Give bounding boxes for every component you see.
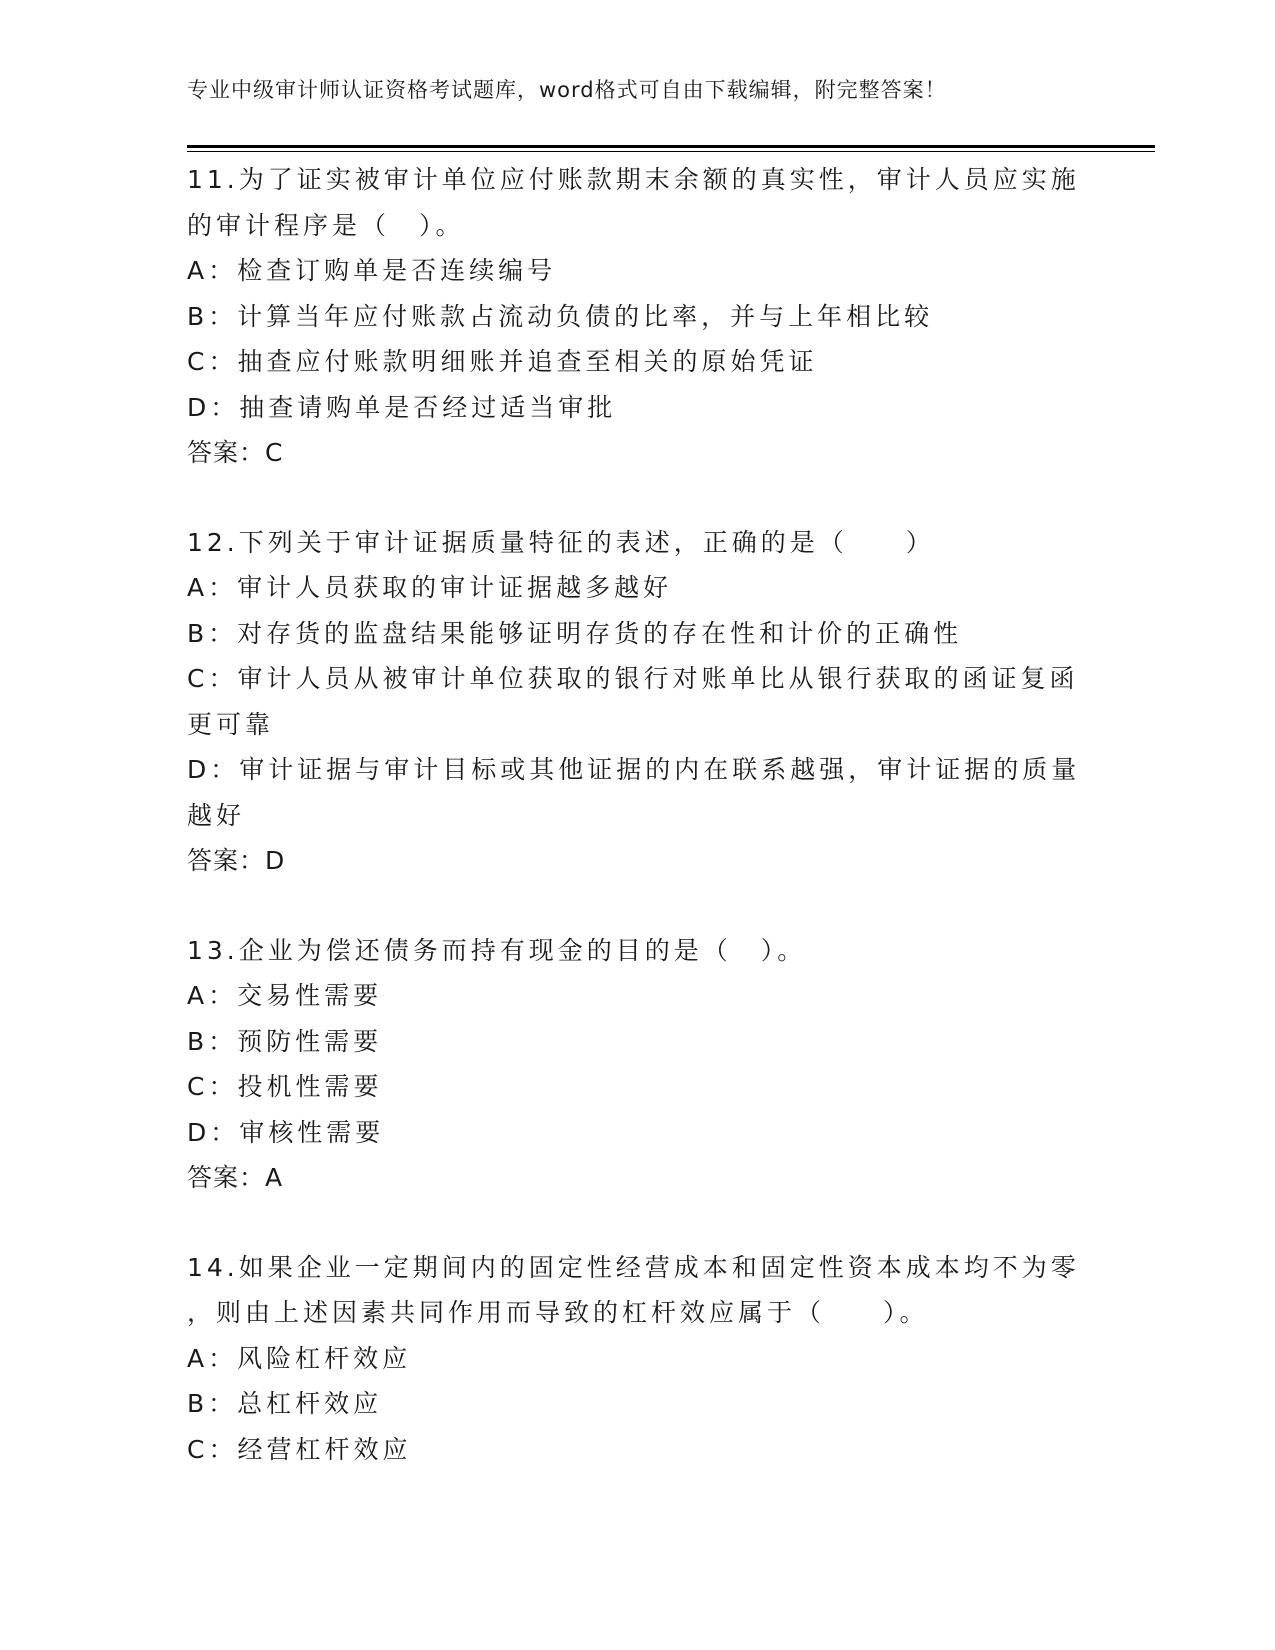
answer: 答案：A [187, 1163, 284, 1192]
option-a: A：审计人员获取的审计证据越多越好 [187, 573, 673, 602]
option-b: B：总杠杆效应 [187, 1389, 383, 1418]
option-d: D：抽查请购单是否经过适当审批 [187, 392, 617, 422]
option-d-continued: 越好 [187, 800, 246, 830]
question-11 [187, 157, 1087, 476]
option-c-continued: 更可靠 [187, 709, 275, 739]
option-b: B：对存货的监盘结果能够证明存货的存在性和计价的正确性 [187, 618, 963, 648]
option-b: B：预防性需要 [187, 1026, 383, 1056]
question-stem: 12.下列关于审计证据质量特征的表述，正确的是（ ） [187, 527, 935, 557]
question-stem: 11.为了证实被审计单位应付账款期末余额的真实性，审计人员应实施 [187, 165, 1080, 194]
question-stem: 13.企业为偿还债务而持有现金的目的是（ ）。 [187, 935, 807, 965]
question-stem: 的审计程序是（ ）。 [187, 210, 465, 240]
option-d: D：审核性需要 [187, 1117, 385, 1147]
question-13 [187, 928, 1087, 1201]
header-rule-thick [187, 145, 1155, 148]
option-c: C：投机性需要 [187, 1072, 383, 1101]
question-14 [187, 1245, 1087, 1473]
answer: 答案：D [187, 846, 286, 875]
header-rule-thin [187, 151, 1155, 152]
option-c: C：抽查应付账款明细账并追查至相关的原始凭证 [187, 347, 818, 376]
option-a: A：风险杠杆效应 [187, 1343, 412, 1373]
option-a: A：交易性需要 [187, 981, 383, 1010]
option-a: A：检查订购单是否连续编号 [187, 256, 557, 285]
question-list [187, 157, 1087, 1472]
question-stem: ，则由上述因素共同作用而导致的杠杆效应属于（ ）。 [187, 1298, 929, 1327]
option-c: C：审计人员从被审计单位获取的银行对账单比从银行获取的函证复函 [187, 664, 1079, 693]
question-12 [187, 520, 1087, 884]
page-header: 专业中级审计师认证资格考试题库，word格式可自由下载编辑，附完整答案！ [187, 78, 947, 102]
option-c: C：经营杠杆效应 [187, 1434, 412, 1464]
option-b: B：计算当年应付账款占流动负债的比率，并与上年相比较 [187, 301, 934, 331]
answer: 答案：C [187, 438, 284, 467]
option-d: D：审计证据与审计目标或其他证据的内在联系越强，审计证据的质量 [187, 755, 1081, 784]
question-stem: 14.如果企业一定期间内的固定性经营成本和固定性资本成本均不为零 [187, 1252, 1080, 1282]
